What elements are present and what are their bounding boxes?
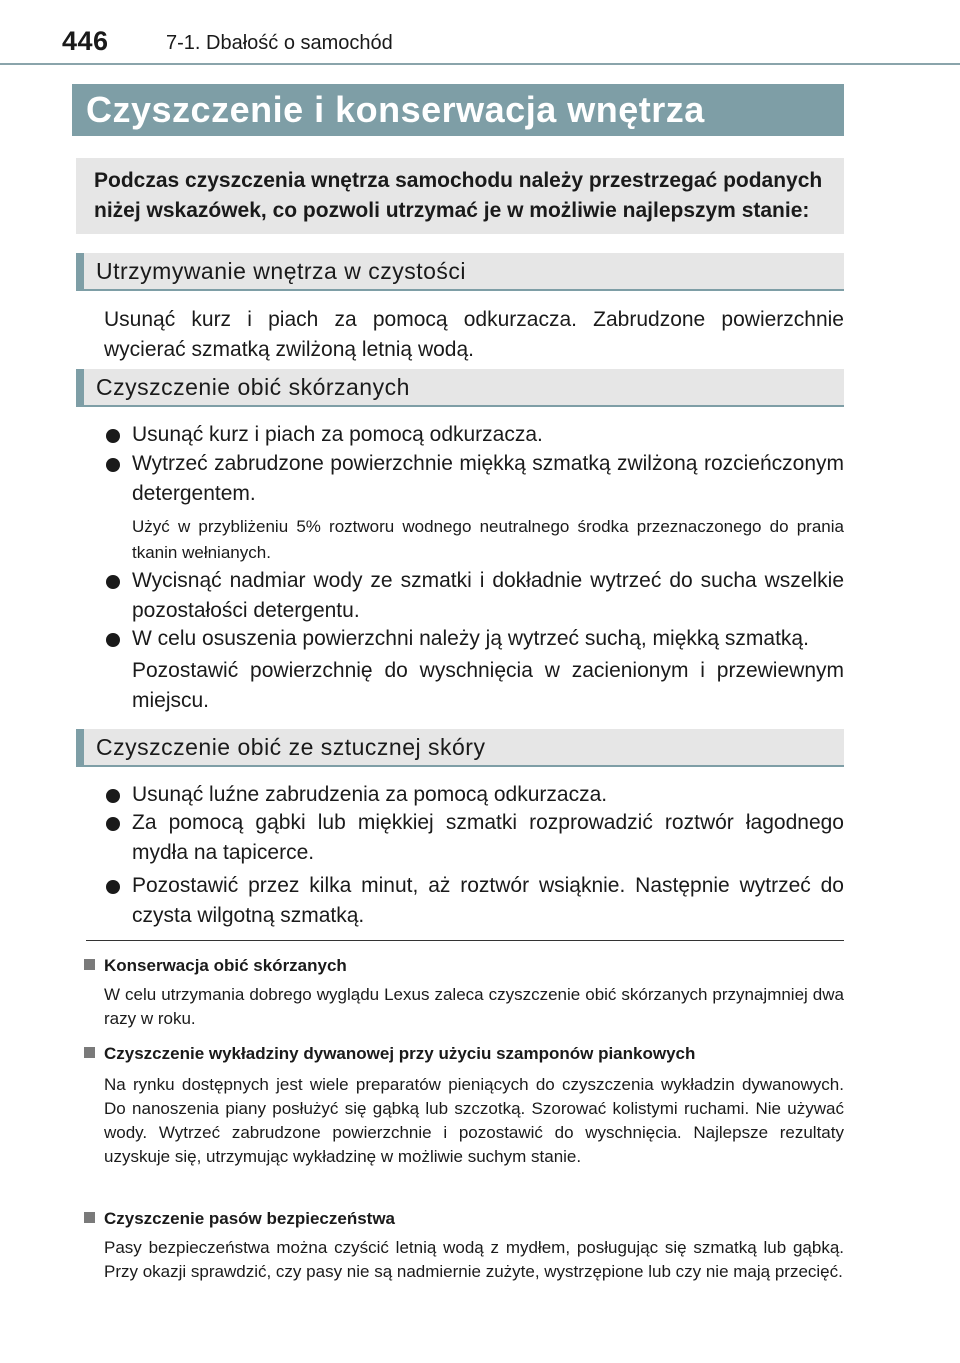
list-item [106,871,844,931]
section-heading-cleanliness: Utrzymywanie wnętrza w czystości [76,253,844,291]
list-item-text: W celu osuszenia powierzchni należy ją wytrzeć suchą, miękką szmatką. [132,627,809,650]
chapter-label: 7-1. Dbałość o samochód [166,32,393,54]
note-text: Pasy bezpieczeństwa można czyścić letnią wodą z mydłem, posługując się szmatką lub gąbką. Przy okazji sprawdzić, czy pasy nie są nadmiernie zużyte, wystrzępione lub czy nie mają przecięć. [104,1238,844,1281]
list-item-text: Usunąć kurz i piach za pomocą odkurzacza. [132,423,543,446]
square-bullet-icon [84,1212,95,1223]
note-heading: Czyszczenie wykładziny dywanowej przy użyciu szamponów piankowych [84,1041,695,1067]
note-text: W celu utrzymania dobrego wyglądu Lexus zaleca czyszczenie obić skórzanych przynajmniej dwa razy w roku. [104,985,844,1028]
section-after-text: Pozostawić powierzchnię do wyschnięcia w zacienionym i przewiewnym miejscu. [132,659,844,712]
list-item [106,566,844,626]
bullet-icon [106,429,120,443]
note-heading: Konserwacja obić skórzanych [84,953,347,979]
section-heading-leather: Czyszczenie obić skórzanych [76,369,844,407]
list-item-text: Wytrzeć zabrudzone powierzchnie miękką szmatką zwilżoną rozcieńczonym detergentem. [132,452,844,505]
section-heading-artificial-leather: Czyszczenie obić ze sztucznej skóry [76,729,844,767]
list-item-text: Pozostawić przez kilka minut, aż roztwór wsiąknie. Następnie wytrzeć do czysta wilgotną szmatką. [132,874,844,927]
bullet-icon [106,880,120,894]
page-header [0,0,960,64]
list-item [106,420,844,450]
intro-box: Podczas czyszczenia wnętrza samochodu należy przestrzegać podanych niżej wskazówek, co pozwoli utrzymać je w możliwie najlepszym stanie: [76,158,844,234]
page-title: Czyszczenie i konserwacja wnętrza [72,84,844,136]
list-item-text: Za pomocą gąbki lub miękkiej szmatki rozprowadzić roztwór łagodnego mydła na tapicerce. [132,811,844,864]
list-item [106,808,844,868]
notes-divider [86,940,844,941]
header-divider [0,63,960,65]
list-item [106,449,844,509]
bullet-icon [106,458,120,472]
square-bullet-icon [84,1047,95,1058]
page-number: 446 [62,26,109,56]
note-heading: Czyszczenie pasów bezpieczeństwa [84,1206,395,1232]
sub-note: Użyć w przybliżeniu 5% roztworu wodnego neutralnego środka przeznaczonego do prania tkanin wełnianych. [132,517,844,562]
list-item [106,780,844,810]
list-item-text: Wycisnąć nadmiar wody ze szmatki i dokładnie wytrzeć do sucha wszelkie pozostałości detergentu. [132,569,844,622]
square-bullet-icon [84,959,95,970]
list-item [106,624,844,654]
bullet-icon [106,575,120,589]
bullet-icon [106,633,120,647]
section-text-cleanliness: Usunąć kurz i piach za pomocą odkurzacza. Zabrudzone powierzchnie wycierać szmatką zwilżoną letnią wodą. [104,308,844,361]
list-item-text: Usunąć luźne zabrudzenia za pomocą odkurzacza. [132,783,608,806]
bullet-icon [106,817,120,831]
note-text: Na rynku dostępnych jest wiele preparatów pieniących do czyszczenia wykładzin dywanowych. Do nanoszenia piany posłużyć się gąbką lub szczotką. Szorować kolistymi ruchami. Nie używać wody. Wytrzeć zabrudzone powierzchnie i pozostawić do wyschnięcia. Najlepsze rezultaty uzyskuje się, utrzymując wykładzinę w możliwie suchym stanie. [104,1075,844,1166]
bullet-icon [106,789,120,803]
